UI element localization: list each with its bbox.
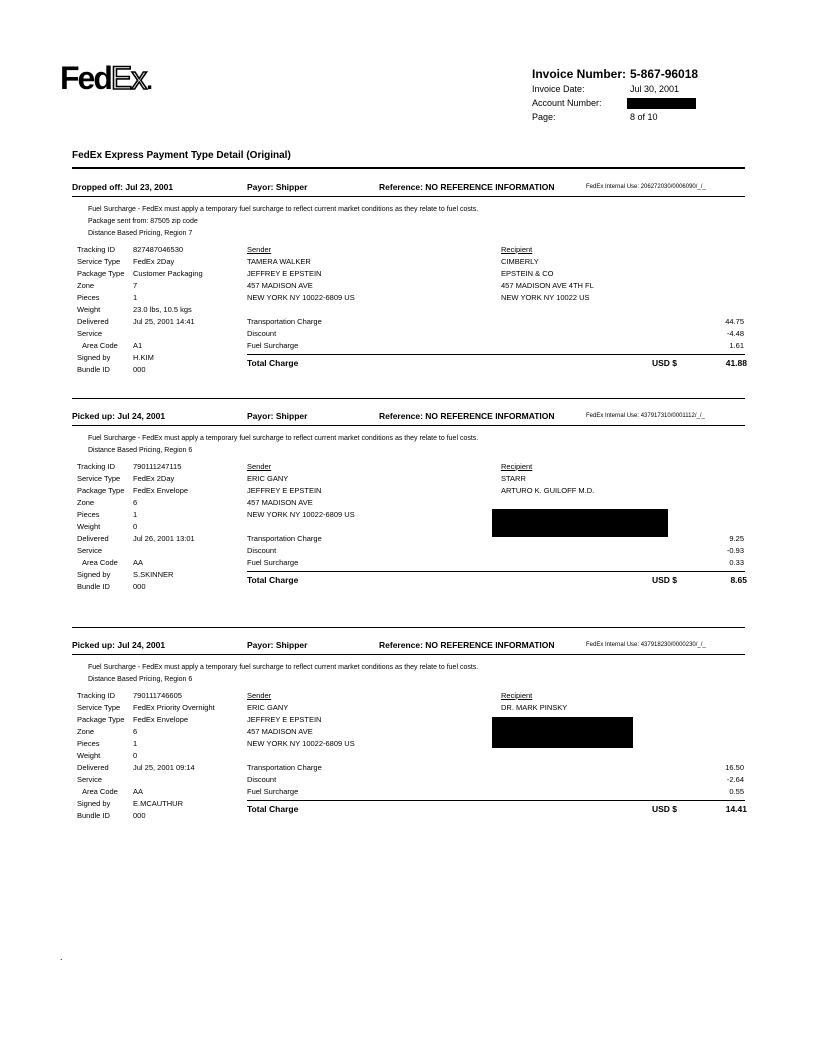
weight-label: Weight [77, 751, 101, 760]
recipient-line: STARR [501, 474, 526, 483]
bundle-id-value: 000 [133, 365, 146, 374]
zone-label: Zone [77, 498, 95, 507]
sender-line: JEFFREY E EPSTEIN [247, 715, 322, 724]
recipient-heading: Recipient [501, 462, 533, 471]
pieces-value: 1 [133, 510, 138, 519]
invoice-date-label: Invoice Date: [532, 84, 585, 94]
transportation-charge-label: Transportation Charge [247, 317, 322, 326]
shipment-reference: Reference: NO REFERENCE INFORMATION [379, 182, 555, 192]
total-charge-label: Total Charge [247, 804, 299, 814]
discount-label: Discount [247, 775, 277, 784]
total-charge-label: Total Charge [247, 358, 299, 368]
page-label: Page: [532, 112, 556, 122]
discount-amount: -2.64 [726, 775, 744, 784]
shipment-note: Distance Based Pricing, Region 6 [88, 447, 193, 454]
service-type-label: Service Type [77, 257, 121, 266]
transportation-charge-amount: 16.50 [725, 763, 744, 772]
total-separator [247, 571, 745, 572]
shipment-note: Distance Based Pricing, Region 6 [88, 676, 193, 683]
shipment-payor: Payor: Shipper [247, 411, 308, 421]
sender-line: ERIC GANY [247, 474, 289, 483]
logo-ex: Ex [110, 60, 147, 96]
service-type-label: Service Type [77, 703, 121, 712]
sender-line: JEFFREY E EPSTEIN [247, 269, 322, 278]
tracking-id-value: 790111247115 [133, 462, 182, 471]
weight-label: Weight [77, 522, 101, 531]
currency-label: USD $ [652, 575, 678, 585]
recipient-line: NEW YORK NY 10022 US [501, 293, 590, 302]
zone-value: 6 [133, 498, 138, 507]
area-code-label: Area Code [82, 341, 118, 350]
recipient-redaction [492, 509, 668, 537]
delivered-value: Jul 26, 2001 13:01 [133, 534, 195, 543]
fedex-logo [60, 62, 151, 98]
zone-label: Zone [77, 727, 95, 736]
pieces-label: Pieces [77, 739, 100, 748]
shipment-internal-use: FedEx Internal Use: 437918230/0000230/_/_ [586, 642, 706, 648]
service-label: Service [77, 329, 103, 338]
transportation-charge-amount: 9.25 [729, 534, 744, 543]
transportation-charge-label: Transportation Charge [247, 534, 322, 543]
sender-line: NEW YORK NY 10022-6809 US [247, 293, 355, 302]
sender-heading: Sender [247, 462, 272, 471]
shipment-block [0, 178, 816, 388]
footer-mark: . [60, 952, 63, 962]
tracking-id-label: Tracking ID [77, 691, 116, 700]
shipment-top-rule [72, 168, 745, 169]
sender-heading: Sender [247, 245, 272, 254]
area-code-label: Area Code [82, 787, 118, 796]
zone-value: 6 [133, 727, 138, 736]
account-number-redaction [627, 98, 696, 109]
weight-label: Weight [77, 305, 101, 314]
discount-amount: -4.48 [726, 329, 744, 338]
shipment-date: Dropped off: Jul 23, 2001 [72, 182, 174, 192]
weight-value: 0 [133, 751, 138, 760]
delivered-label: Delivered [77, 763, 109, 772]
shipment-reference: Reference: NO REFERENCE INFORMATION [379, 640, 555, 650]
signed-by-value: S.SKINNER [133, 570, 174, 579]
shipment-note: Fuel Surcharge - FedEx must apply a temporary fuel surcharge to reflect current market conditions as they relate to fuel costs. [88, 664, 479, 671]
total-charge-amount: 41.88 [725, 358, 747, 368]
service-label: Service [77, 775, 103, 784]
area-code-value: A1 [133, 341, 143, 350]
sender-line: ERIC GANY [247, 703, 289, 712]
fuel-surcharge-amount: 0.33 [729, 558, 744, 567]
shipment-reference: Reference: NO REFERENCE INFORMATION [379, 411, 555, 421]
zone-value: 7 [133, 281, 138, 290]
signed-by-value: E.MCAUTHUR [133, 799, 183, 808]
sender-line: NEW YORK NY 10022-6809 US [247, 739, 355, 748]
invoice-date: Jul 30, 2001 [630, 84, 680, 94]
total-charge-label: Total Charge [247, 575, 299, 585]
recipient-heading: Recipient [501, 245, 533, 254]
transportation-charge-amount: 44.75 [725, 317, 744, 326]
sender-line: JEFFREY E EPSTEIN [247, 486, 322, 495]
shipment-top-rule [72, 627, 745, 628]
fuel-surcharge-amount: 1.61 [729, 341, 744, 350]
shipment-top-rule [72, 398, 745, 399]
weight-value: 23.0 lbs, 10.5 kgs [133, 305, 192, 314]
area-code-value: AA [133, 558, 144, 567]
service-type-label: Service Type [77, 474, 121, 483]
shipment-note: Package sent from: 87505 zip code [88, 218, 198, 225]
signed-by-label: Signed by [77, 799, 111, 808]
currency-label: USD $ [652, 804, 678, 814]
delivered-value: Jul 25, 2001 09:14 [133, 763, 195, 772]
tracking-id-label: Tracking ID [77, 462, 116, 471]
delivered-label: Delivered [77, 317, 109, 326]
invoice-number: 5-867-96018 [630, 67, 699, 81]
sender-heading: Sender [247, 691, 272, 700]
shipment-header-rule [72, 196, 745, 197]
service-type-value: FedEx 2Day [133, 474, 175, 483]
signed-by-value: H.KIM [133, 353, 154, 362]
bundle-id-label: Bundle ID [77, 811, 110, 820]
tracking-id-value: 790111746605 [133, 691, 182, 700]
area-code-label: Area Code [82, 558, 118, 567]
weight-value: 0 [133, 522, 138, 531]
pieces-value: 1 [133, 739, 138, 748]
recipient-line: EPSTEIN & CO [501, 269, 554, 278]
pieces-value: 1 [133, 293, 138, 302]
shipment-block [0, 407, 816, 617]
discount-amount: -0.93 [726, 546, 744, 555]
discount-label: Discount [247, 329, 277, 338]
shipment-header-rule [72, 425, 745, 426]
logo-dot: . [146, 68, 151, 95]
delivered-label: Delivered [77, 534, 109, 543]
service-type-value: FedEx Priority Overnight [133, 703, 215, 712]
zone-label: Zone [77, 281, 95, 290]
recipient-line: DR. MARK PINSKY [501, 703, 568, 712]
logo-fed: Fed [60, 60, 111, 96]
shipment-internal-use: FedEx Internal Use: 437917310/0001112/_/_ [586, 413, 705, 419]
shipment-note: Distance Based Pricing, Region 7 [88, 230, 193, 237]
shipment-note: Fuel Surcharge - FedEx must apply a temporary fuel surcharge to reflect current market conditions as they relate to fuel costs. [88, 206, 479, 213]
pieces-label: Pieces [77, 510, 100, 519]
signed-by-label: Signed by [77, 570, 111, 579]
package-type-label: Package Type [77, 486, 125, 495]
total-charge-amount: 14.41 [725, 804, 747, 814]
signed-by-label: Signed by [77, 353, 111, 362]
account-number-label: Account Number: [532, 98, 602, 108]
package-type-label: Package Type [77, 715, 125, 724]
page-title: FedEx Express Payment Type Detail (Original) [72, 150, 291, 161]
currency-label: USD $ [652, 358, 678, 368]
discount-label: Discount [247, 546, 277, 555]
fuel-surcharge-amount: 0.55 [729, 787, 744, 796]
fuel-surcharge-label: Fuel Surcharge [247, 341, 299, 350]
recipient-heading: Recipient [501, 691, 533, 700]
fuel-surcharge-label: Fuel Surcharge [247, 558, 299, 567]
sender-line: 457 MADISON AVE [247, 281, 313, 290]
package-type-value: FedEx Envelope [133, 486, 189, 495]
page-number: 8 of 10 [630, 112, 658, 122]
invoice-number-label: Invoice Number: [532, 67, 627, 81]
recipient-redaction [492, 717, 633, 748]
transportation-charge-label: Transportation Charge [247, 763, 322, 772]
sender-line: NEW YORK NY 10022-6809 US [247, 510, 355, 519]
bundle-id-value: 000 [133, 582, 146, 591]
tracking-id-label: Tracking ID [77, 245, 116, 254]
package-type-label: Package Type [77, 269, 125, 278]
service-type-value: FedEx 2Day [133, 257, 175, 266]
bundle-id-value: 000 [133, 811, 146, 820]
delivered-value: Jul 25, 2001 14:41 [133, 317, 195, 326]
bundle-id-label: Bundle ID [77, 365, 110, 374]
fuel-surcharge-label: Fuel Surcharge [247, 787, 299, 796]
sender-line: 457 MADISON AVE [247, 498, 313, 507]
recipient-line: CIMBERLY [501, 257, 539, 266]
package-type-value: Customer Packaging [133, 269, 203, 278]
service-label: Service [77, 546, 103, 555]
shipment-date: Picked up: Jul 24, 2001 [72, 411, 166, 421]
area-code-value: AA [133, 787, 144, 796]
shipment-note: Fuel Surcharge - FedEx must apply a temporary fuel surcharge to reflect current market conditions as they relate to fuel costs. [88, 435, 479, 442]
shipment-payor: Payor: Shipper [247, 640, 308, 650]
recipient-line: ARTURO K. GUILOFF M.D. [501, 486, 595, 495]
total-separator [247, 800, 745, 801]
shipment-internal-use: FedEx Internal Use: 206272030/0006090/_/_ [586, 184, 706, 190]
bundle-id-label: Bundle ID [77, 582, 110, 591]
shipment-header-rule [72, 654, 745, 655]
sender-line: 457 MADISON AVE [247, 727, 313, 736]
sender-line: TAMERA WALKER [247, 257, 311, 266]
shipment-payor: Payor: Shipper [247, 182, 308, 192]
package-type-value: FedEx Envelope [133, 715, 189, 724]
shipment-block [0, 636, 816, 846]
pieces-label: Pieces [77, 293, 100, 302]
tracking-id-value: 827487046530 [133, 245, 184, 254]
total-separator [247, 354, 745, 355]
shipment-date: Picked up: Jul 24, 2001 [72, 640, 166, 650]
total-charge-amount: 8.65 [730, 575, 747, 585]
recipient-line: 457 MADISON AVE 4TH FL [501, 281, 594, 290]
